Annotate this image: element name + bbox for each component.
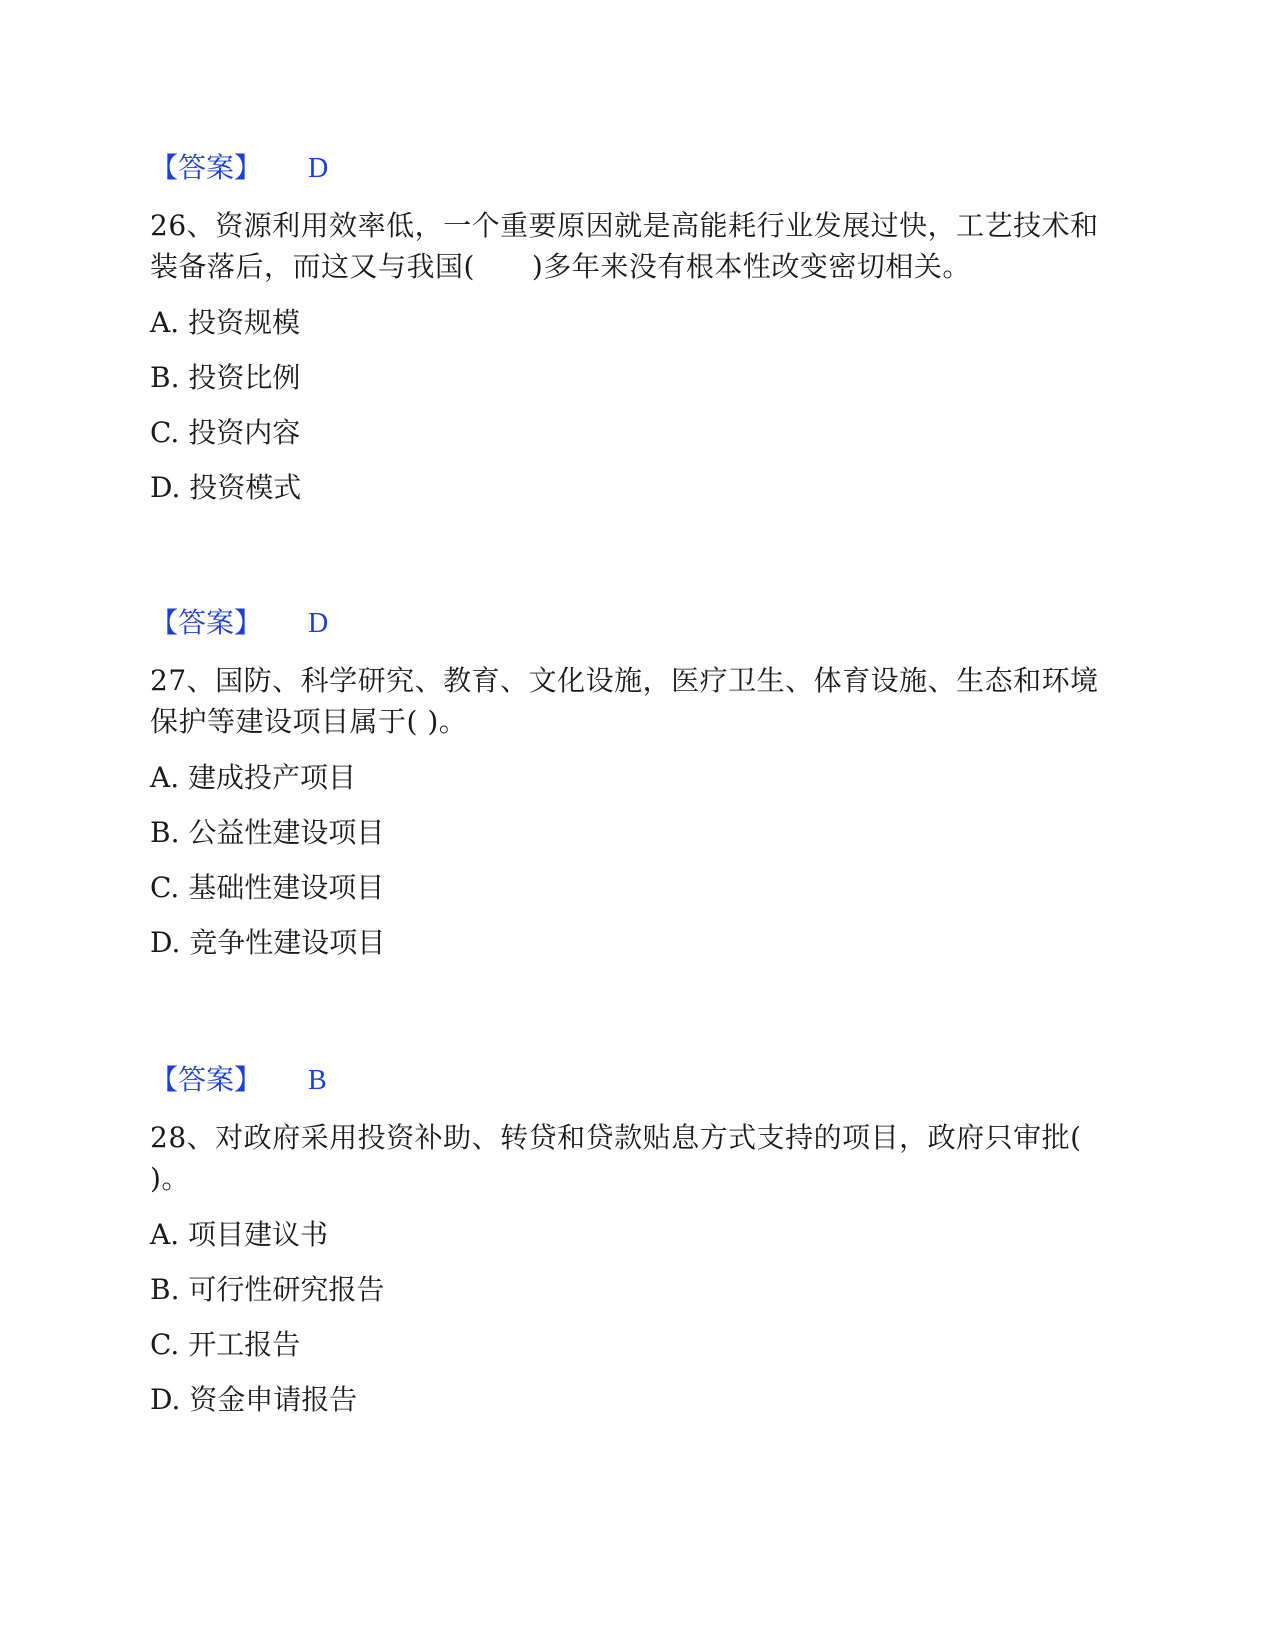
question-28-option-c: C. 开工报告 [150, 1328, 301, 1361]
question-28-option-b: B. 可行性研究报告 [150, 1273, 385, 1306]
answer-line [150, 605, 328, 642]
question-27-text: 27、国防、科学研究、教育、文化设施，医疗卫生、体育设施、生态和环境保护等建设项目属于( )。 [150, 664, 1099, 738]
question-27-option-b: B. 公益性建设项目 [150, 816, 385, 849]
question-26-text: 26、资源利用效率低，一个重要原因就是高能耗行业发展过快，工艺技术和装备落后，而这又与我国( )多年来没有根本性改变密切相关。 [150, 209, 1099, 283]
question-28-option-a: A. 项目建议书 [150, 1218, 329, 1251]
answer-value: D [308, 153, 329, 184]
question-26-option-a: A. 投资规模 [150, 306, 301, 339]
answer-line [150, 150, 328, 187]
question-27-option-a: A. 建成投产项目 [150, 761, 357, 794]
question-28-text: 28、对政府采用投资补助、转贷和贷款贴息方式支持的项目，政府只审批( )。 [150, 1121, 1082, 1195]
question-26-option-c: C. 投资内容 [150, 416, 301, 449]
question-27-option-d: D. 竞争性建设项目 [150, 926, 386, 959]
answer-label: 【答案】 [150, 1063, 263, 1096]
question-27-option-c: C. 基础性建设项目 [150, 871, 385, 904]
answer-line [150, 1062, 327, 1099]
question-28-option-d: D. 资金申请报告 [150, 1383, 358, 1416]
answer-value: D [308, 608, 329, 639]
question-26-option-b: B. 投资比例 [150, 361, 301, 394]
answer-label: 【答案】 [150, 151, 263, 184]
answer-value: B [308, 1065, 327, 1096]
answer-label: 【答案】 [150, 606, 263, 639]
question-26-option-d: D. 投资模式 [150, 471, 302, 504]
